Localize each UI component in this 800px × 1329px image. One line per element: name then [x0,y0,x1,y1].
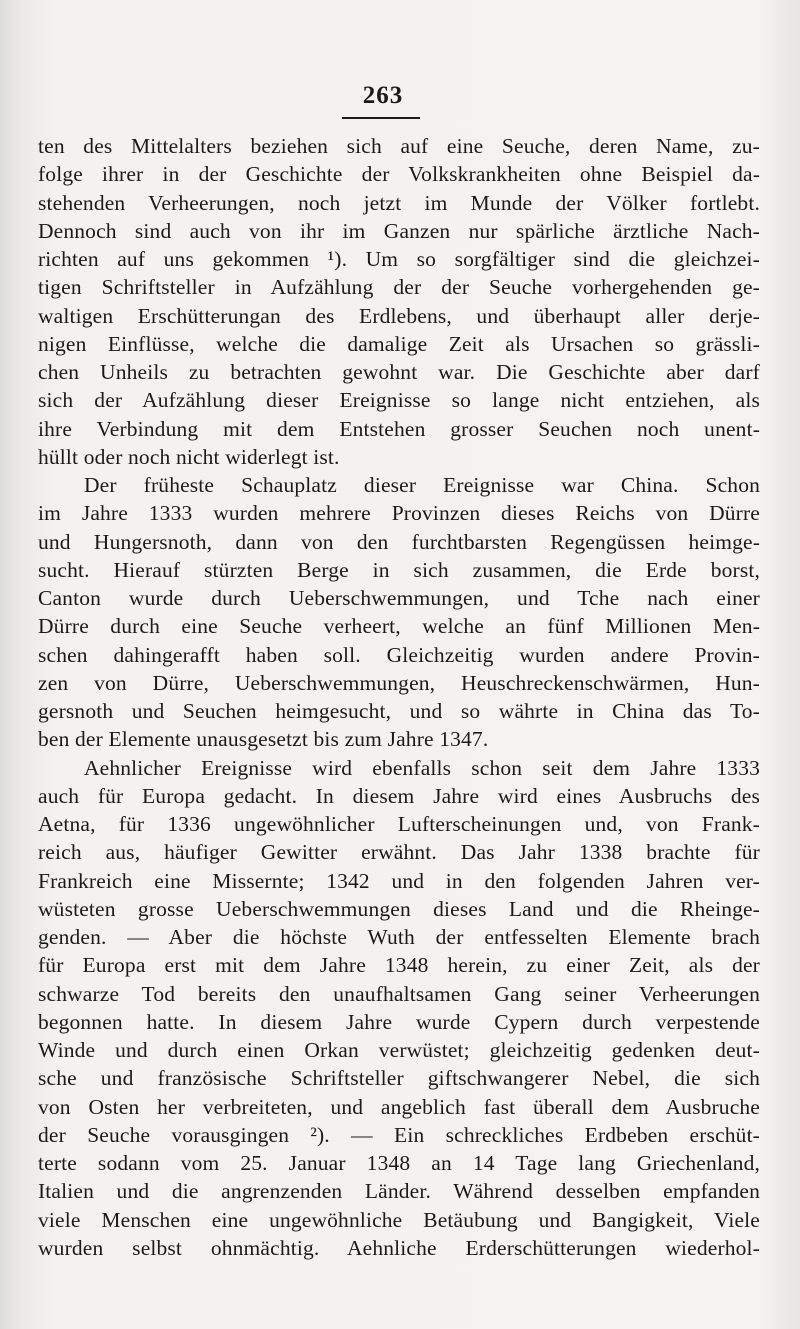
text-line: sich der Aufzählung dieser Ereignisse so lange nicht entziehen, als [38,388,760,413]
text-line: und Hungersnoth, dann von den furchtbarsten Regengüssen heimge- [38,529,760,554]
text-line: wüsteten grosse Ueberschwemmungen dieses Land und die Rheinge- [38,896,760,921]
text-line: stehenden Verheerungen, noch jetzt im Munde der Völker fortlebt. [38,190,760,215]
text-line: schen dahingerafft haben soll. Gleichzeitig wurden andere Provin- [38,642,760,667]
text-line: Dürre durch eine Seuche verheert, welche an fünf Millionen Men- [38,614,760,639]
text-line: zen von Dürre, Ueberschwemmungen, Heuschreckenschwärmen, Hun- [38,670,760,695]
text-line: Dennoch sind auch von ihr im Ganzen nur spärliche ärztliche Nach- [38,218,760,243]
text-line: Italien und die angrenzenden Länder. Während desselben empfanden [38,1179,760,1204]
text-line: Canton wurde durch Ueberschwemmungen, und Tche nach einer [38,586,760,610]
text-line: im Jahre 1333 wurden mehrere Provinzen dieses Reichs von Dürre [38,501,760,526]
text-line: chen Unheils zu betrachten gewohnt war. Die Geschichte aber darf [38,360,760,384]
text-line: wurden selbst ohnmächtig. Aehnliche Erderschütterungen wiederhol- [38,1235,760,1260]
text-line: sucht. Hierauf stürzten Berge in sich zusammen, die Erde borst, [38,557,760,582]
text-line: nigen Einflüsse, welche die damalige Zeit als Ursachen so grässli- [38,331,760,356]
text-line: auch für Europa gedacht. In diesem Jahre wird eines Ausbruchs des [38,783,760,808]
text-line: schwarze Tod bereits den unaufhaltsamen Gang seiner Verheerungen [38,981,760,1006]
text-line: der Seuche vorausgingen ²). — Ein schreckliches Erdbeben erschüt- [38,1122,760,1147]
text-line: ben der Elemente unausgesetzt bis zum Jahre 1347. [38,727,489,752]
text-line: Frankreich eine Missernte; 1342 und in den folgenden Jahren ver- [38,868,760,893]
text-line: gersnoth und Seuchen heimgesucht, und so währte in China das To- [38,699,760,723]
text-line: ihre Verbindung mit dem Entstehen grosser Seuchen noch unent- [38,416,760,441]
text-line: Aetna, für 1336 ungewöhnlicher Lufterscheinungen und, von Frank- [38,812,760,836]
text-line: hüllt oder noch nicht widerlegt ist. [38,444,340,469]
text-line: Aehnlicher Ereignisse wird ebenfalls schon seit dem Jahre 1333 [84,755,760,780]
text-line: von Osten her verbreiteten, und angeblich fast überall dem Ausbruche [38,1094,760,1119]
page-number-rule [342,117,420,119]
text-line: waltigen Erschütterungan des Erdlebens, und überhaupt aller derje- [38,303,760,328]
text-line: Der früheste Schauplatz dieser Ereignisse war China. Schon [84,473,760,497]
text-line: richten auf uns gekommen ¹). Um so sorgfältiger sind die gleichzei- [38,247,760,271]
text-line: folge ihrer in der Geschichte der Volkskrankheiten ohne Beispiel da- [38,162,760,187]
body-text [38,132,760,1262]
text-line: ten des Mittelalters beziehen sich auf eine Seuche, deren Name, zu- [38,134,760,158]
text-line: für Europa erst mit dem Jahre 1348 herein, zu einer Zeit, als der [38,953,760,978]
text-line: reich aus, häufiger Gewitter erwähnt. Das Jahr 1338 brachte für [38,840,760,865]
text-line: begonnen hatte. In diesem Jahre wurde Cypern durch verpestende [38,1009,760,1034]
text-line: terte sodann vom 25. Januar 1348 an 14 Tage lang Griechenland, [38,1151,760,1175]
text-line: sche und französische Schriftsteller giftschwangerer Nebel, die sich [38,1066,760,1091]
text-line: Winde und durch einen Orkan verwüstet; gleichzeitig gedenken deut- [38,1038,760,1062]
text-line: viele Menschen eine ungewöhnliche Betäubung und Bangigkeit, Viele [38,1207,760,1232]
page-number: 263 [362,82,404,109]
text-line: tigen Schriftsteller in Aufzählung der der Seuche vorhergehenden ge- [38,275,760,300]
text-line: genden. — Aber die höchste Wuth der entfesselten Elemente brach [38,925,760,949]
